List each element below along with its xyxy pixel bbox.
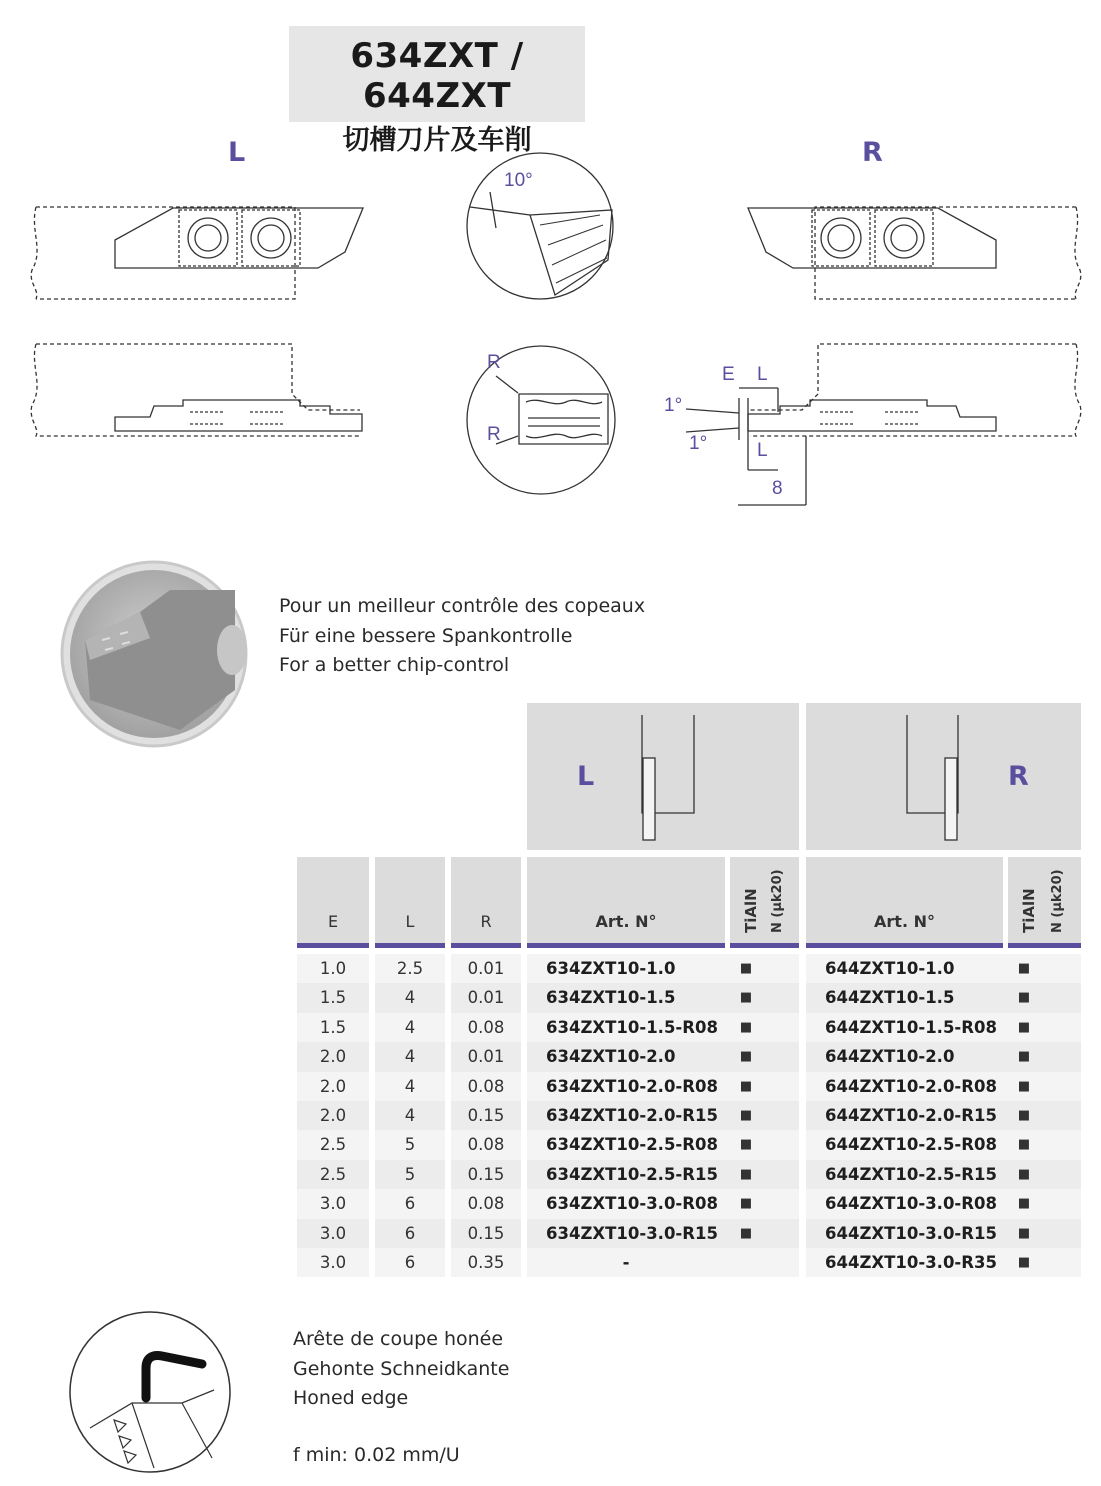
- cell-art-left: 634ZXT10-2.0-R08: [546, 1076, 718, 1096]
- cell-art-right: 644ZXT10-2.5-R08: [825, 1135, 997, 1155]
- cell-art-right: 644ZXT10-3.0-R35: [825, 1253, 997, 1272]
- coating-label-left: TiAlN: [742, 888, 760, 933]
- honed-edge-fr: Arête de coupe honée: [293, 1328, 504, 1350]
- dim-l-top-label: L: [757, 364, 768, 385]
- cell-e: 1.0: [319, 959, 347, 978]
- grade-label-right: N (µk20): [1050, 869, 1065, 933]
- cell-available-left: ■: [739, 1166, 753, 1182]
- cell-available-left: ■: [739, 961, 753, 976]
- cell-art-right: 644ZXT10-3.0-R15: [825, 1223, 997, 1243]
- right-hand-label: R: [862, 137, 883, 168]
- cell-r: 0.01: [467, 959, 505, 978]
- cell-e: 2.0: [319, 1076, 347, 1096]
- cell-art-right: 644ZXT10-2.0-R15: [825, 1106, 997, 1125]
- angle-1-top-label: 1°: [664, 395, 683, 416]
- cell-available-right: ■: [1017, 1196, 1031, 1212]
- cell-art-left: -: [622, 1253, 630, 1272]
- cell-available-right: ■: [1017, 961, 1031, 976]
- header-coating-right: [1008, 857, 1081, 948]
- header-l: L: [375, 857, 445, 948]
- cell-r: 0.15: [467, 1223, 505, 1243]
- honed-edge-en: Honed edge: [293, 1387, 409, 1409]
- cell-available-right: ■: [1017, 1225, 1031, 1241]
- right-hand-panel: [806, 703, 1081, 850]
- cell-art-left: 634ZXT10-3.0-R15: [546, 1223, 718, 1243]
- cell-l: 5: [404, 1164, 416, 1184]
- product-subtitle: 切槽刀片及车削: [342, 125, 532, 156]
- radius-label-top: R: [487, 352, 501, 373]
- cell-art-right: 644ZXT10-2.5-R15: [825, 1164, 997, 1184]
- cell-e: 2.0: [319, 1047, 347, 1067]
- grade-label-left: N (µk20): [770, 869, 785, 933]
- cell-art-left: 634ZXT10-2.5-R15: [546, 1164, 718, 1184]
- cell-available-right: ■: [1017, 1019, 1031, 1035]
- cell-art-left: 634ZXT10-1.0: [546, 959, 676, 978]
- cell-available-left: ■: [739, 1078, 753, 1094]
- header-art-right: Art. N°: [806, 857, 1003, 948]
- cell-available-left: ■: [739, 1225, 753, 1241]
- cell-art-left: 634ZXT10-2.0: [546, 1047, 676, 1067]
- dim-e-label: E: [722, 364, 735, 385]
- cell-available-right: ■: [1017, 1137, 1031, 1153]
- left-hand-panel-label: L: [577, 761, 595, 792]
- cell-art-right: 644ZXT10-2.0-R08: [825, 1076, 997, 1096]
- cell-r: 0.35: [467, 1253, 505, 1272]
- angle-10-label: 10°: [504, 170, 533, 191]
- chip-control-fr: Pour un meilleur contrôle des copeaux: [279, 595, 646, 617]
- cell-e: 2.5: [319, 1164, 347, 1184]
- chip-control-en: For a better chip-control: [279, 654, 510, 676]
- chip-control-de: Für eine bessere Spankontrolle: [279, 624, 573, 647]
- cell-art-left: 634ZXT10-1.5: [546, 988, 676, 1008]
- cell-available-left: [730, 1248, 762, 1277]
- cell-l: 4: [404, 1047, 416, 1067]
- cell-e: 1.5: [319, 1017, 347, 1037]
- right-hand-panel-label: R: [1008, 761, 1029, 792]
- cell-r: 0.01: [467, 1047, 505, 1067]
- cell-r: 0.08: [467, 1194, 505, 1214]
- cell-art-left: 634ZXT10-2.5-R08: [546, 1135, 718, 1155]
- cell-l: 6: [404, 1223, 416, 1243]
- technical-drawing: [0, 0, 1101, 520]
- cell-r: 0.08: [467, 1076, 505, 1096]
- cell-e: 3.0: [319, 1223, 347, 1243]
- min-feed-text: f min: 0.02 mm/U: [293, 1444, 460, 1466]
- cell-r: 0.15: [467, 1106, 505, 1125]
- cell-art-right: 644ZXT10-1.5-R08: [825, 1017, 997, 1037]
- cell-r: 0.01: [467, 988, 505, 1008]
- cell-art-left: 634ZXT10-1.5-R08: [546, 1017, 718, 1037]
- cell-art-right: 644ZXT10-2.0: [825, 1047, 955, 1067]
- cell-available-right: ■: [1017, 1049, 1031, 1065]
- insert-closeup-image: [60, 560, 260, 760]
- cell-available-right: ■: [1017, 1108, 1031, 1123]
- cell-art-left: 634ZXT10-2.0-R15: [546, 1106, 718, 1125]
- cell-available-left: ■: [739, 990, 753, 1006]
- cell-available-left: ■: [739, 1137, 753, 1153]
- dim-l-bottom-label: L: [757, 440, 768, 461]
- cell-e: 3.0: [319, 1194, 347, 1214]
- product-title: 634ZXT / 644ZXT: [350, 36, 524, 116]
- cell-art-right: 644ZXT10-1.0: [825, 959, 955, 978]
- cell-e: 1.5: [319, 988, 347, 1008]
- header-r: R: [451, 857, 521, 948]
- cell-r: 0.08: [467, 1135, 505, 1155]
- cell-available-left: ■: [739, 1019, 753, 1035]
- cell-available-right: ■: [1017, 1166, 1031, 1182]
- honed-edge-image: [62, 1308, 242, 1478]
- cell-art-left: 634ZXT10-3.0-R08: [546, 1194, 718, 1214]
- coating-label-right: TiAlN: [1020, 888, 1038, 933]
- dim-8-label: 8: [772, 478, 783, 499]
- honed-edge-text: [293, 1325, 509, 1414]
- header-art-left: Art. N°: [527, 857, 725, 948]
- cell-e: 3.0: [319, 1253, 347, 1272]
- cell-l: 2.5: [396, 959, 424, 978]
- cell-l: 6: [404, 1194, 416, 1214]
- cell-l: 4: [404, 1106, 416, 1125]
- angle-1-bottom-label: 1°: [689, 433, 708, 454]
- header-e: E: [297, 857, 369, 948]
- cell-available-right: ■: [1017, 1078, 1031, 1094]
- cell-e: 2.5: [319, 1135, 347, 1155]
- cell-l: 6: [404, 1253, 416, 1272]
- cell-art-right: 644ZXT10-1.5: [825, 988, 955, 1008]
- left-hand-panel: [527, 703, 799, 850]
- honed-edge-de: Gehonte Schneidkante: [293, 1357, 510, 1380]
- cell-r: 0.15: [467, 1164, 505, 1184]
- right-hand-tool-icon: [806, 703, 1081, 850]
- cell-available-left: ■: [739, 1196, 753, 1212]
- left-hand-tool-icon: [527, 703, 799, 850]
- left-hand-label: L: [228, 137, 246, 168]
- cell-art-right: 644ZXT10-3.0-R08: [825, 1194, 997, 1214]
- cell-l: 4: [404, 1017, 416, 1037]
- cell-available-right: ■: [1017, 1255, 1031, 1270]
- cell-available-right: ■: [1017, 990, 1031, 1006]
- header-coating-left: [730, 857, 799, 948]
- cell-r: 0.08: [467, 1017, 505, 1037]
- radius-label-bottom: R: [487, 424, 501, 445]
- cell-available-left: ■: [739, 1049, 753, 1065]
- cell-l: 4: [404, 988, 416, 1008]
- cell-available-left: ■: [739, 1108, 753, 1123]
- cell-e: 2.0: [319, 1106, 347, 1125]
- chip-control-text: [279, 592, 645, 681]
- cell-l: 4: [404, 1076, 416, 1096]
- cell-l: 5: [404, 1135, 416, 1155]
